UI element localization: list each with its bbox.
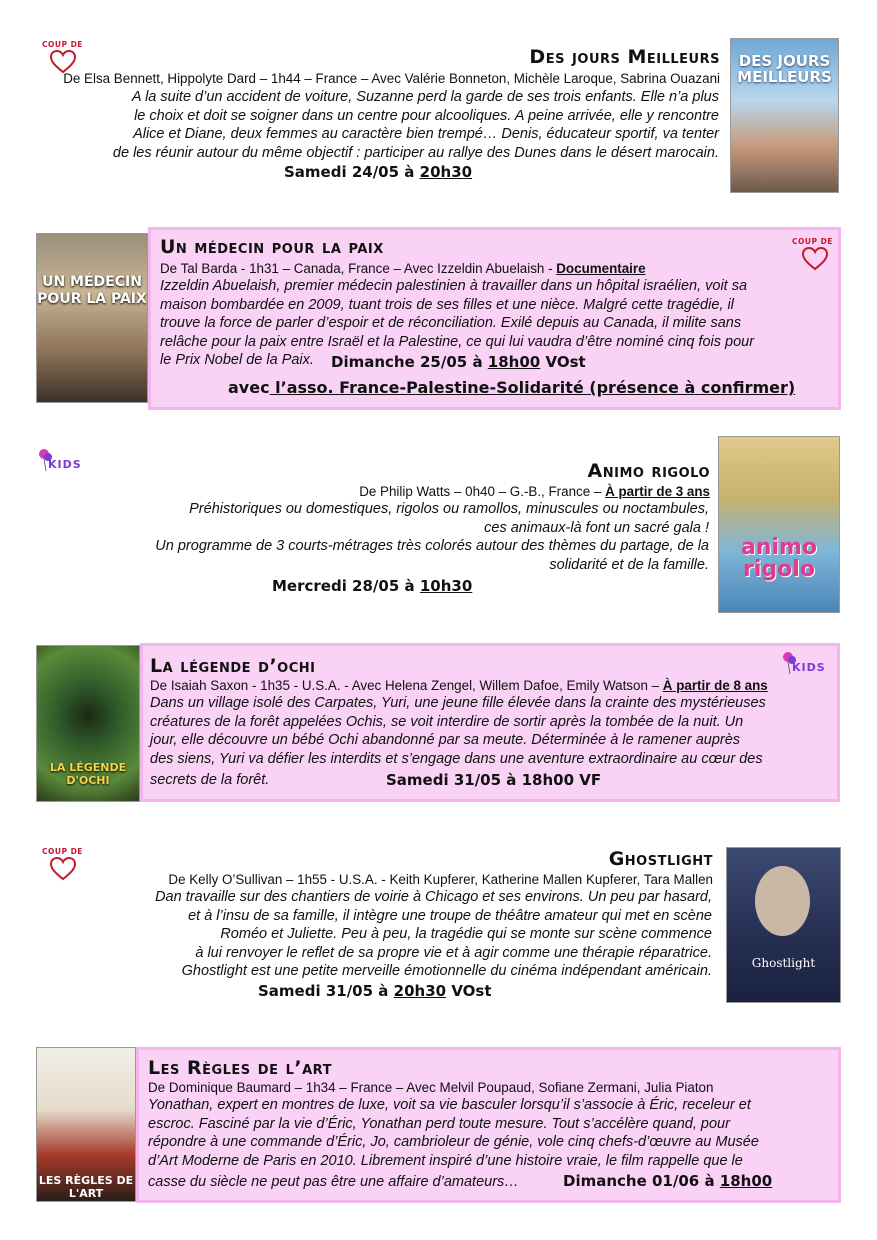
coup-de-coeur-badge: COUP DE — [40, 847, 80, 883]
showtime: Dimanche 01/06 à 18h00 — [563, 1172, 773, 1190]
film-credits: De Philip Watts – 0h40 – G.-B., France – À partir de 3 ans — [359, 484, 710, 499]
film-poster: animo rigolo — [718, 436, 840, 613]
showtime: Samedi 24/05 à 20h30 — [284, 163, 473, 181]
film-synopsis: A la suite d’un accident de voiture, Suzanne perd la garde de ses trois enfants. Elle n’a plus le choix et doit se soigner dans un centre pour alcooliques. A peine arrivée, elle y rencontre Alice et Diane, deux femmes au caractère bien trempé… Denis, éducateur sportif, va tenter de les réunir autour du même objectif : participer au rallye des Dunes dans le désert marocain. — [112, 89, 719, 161]
film-credits: De Isaiah Saxon - 1h35 - U.S.A. - Avec Helena Zengel, Willem Dafoe, Emily Watson – À partir de 8 ans — [150, 678, 768, 693]
film-credits: De Elsa Bennett, Hippolyte Dard – 1h44 – France – Avec Valérie Bonneton, Michèle Laroque, Sabrina Ouazani — [63, 71, 720, 86]
film-synopsis: Dans un village isolé des Carpates, Yuri, une jeune fille élevée dans la crainte des mystérieuses créatures de la forêt appelées Ochis, se voit interdire de sortir après la tombée de la nuit. Un jour, elle découvre un bébé Ochi abandonné par sa meute. Déterminée à le ramener auprès des siens, Yuri va défier les interdits et s’engage dans une aventure extraordinaire au cœur des secrets de la forêt. — [150, 695, 766, 789]
showtime: Mercredi 28/05 à 10h30 — [272, 577, 473, 595]
partner-note: avec l’asso. France-Palestine-Solidarité (présence à confirmer) — [228, 378, 796, 397]
kids-badge: KIDS — [38, 448, 88, 478]
film-title: Des jours Meilleurs — [529, 46, 720, 68]
film-title: La légende d’ochi — [150, 655, 316, 677]
film-poster: UN MÉDECIN POUR LA PAIX — [36, 233, 148, 403]
showtime: Samedi 31/05 à 20h30 VOst — [258, 982, 492, 1000]
film-title: Animo rigolo — [587, 460, 710, 482]
kids-badge: KIDS — [782, 651, 832, 681]
coup-de-coeur-badge: COUP DE — [40, 40, 80, 76]
film-credits: De Tal Barda - 1h31 – Canada, France – Avec Izzeldin Abuelaish - Documentaire — [160, 261, 646, 276]
heart-icon — [802, 247, 828, 271]
film-synopsis: Préhistoriques ou domestiques, rigolos ou ramollos, minuscules ou noctambules, ces animaux-là font un sacré gala ! Un programme de 3 courts-métrages très colorés autour des thèmes du partage, de la solidarité et de la famille. — [155, 501, 709, 573]
showtime: Dimanche 25/05 à 18h00 VOst — [331, 353, 586, 371]
film-poster: DES JOURS MEILLEURS — [730, 38, 839, 193]
film-poster: LES RÈGLES DE L'ART — [36, 1047, 136, 1202]
film-title: Les Règles de l’art — [148, 1057, 332, 1079]
showtime: Samedi 31/05 à 18h00 VF — [386, 771, 602, 789]
film-title: Ghostlight — [608, 848, 713, 870]
film-poster: LA LÉGENDE D'OCHI — [36, 645, 140, 802]
film-synopsis: Dan travaille sur des chantiers de voirie à Chicago et ses environs. Un peu par hasard, et à l’insu de sa famille, il intègre une troupe de théâtre amateur qui met en scène Roméo et Juliette. Peu à peu, la tragédie qui se monte sur scène commence à lui renvoyer le reflet de sa propre vie et à agir comme une thérapie réparatrice. Ghostlight est une petite merveille émotionnelle du cinéma indépendant américain. — [155, 889, 712, 980]
film-credits: De Dominique Baumard – 1h34 – France – Avec Melvil Poupaud, Sofiane Zermani, Julia Piaton — [148, 1080, 714, 1095]
film-poster: Ghostlight — [726, 847, 841, 1003]
heart-icon — [50, 857, 76, 881]
coup-de-coeur-badge: COUP DE — [790, 237, 830, 273]
film-title: Un médecin pour la paix — [160, 236, 384, 258]
film-synopsis: Yonathan, expert en montres de luxe, voit sa vie basculer lorsqu’il s’associe à Éric, receleur et escroc. Fasciné par la vie d’Éric, Yonathan perd toute mesure. Tout s’accélère quand, pour répondre à une commande d’Éric, Jo, cambrioleur de génie, vole cinq chefs-d’œuvre au Musée d’Art Moderne de Paris en 2010. Librement inspiré d’une histoire vraie, le film rappelle que le casse du siècle ne peut pas être une affaire d’amateurs… — [148, 1097, 759, 1191]
film-synopsis: Izzeldin Abuelaish, premier médecin palestinien à travailler dans un hôpital israélien, voit sa maison bombardée en 2009, tuant trois de ses filles et une nièce. Malgré cette tragédie, il trouve la force de parler d’espoir et de réconciliation. Exilé depuis au Canada, il milite sans relâche pour la paix entre Israël et la Palestine, ce qui lui vaudra d’être nominé cinq fois pour le Prix Nobel de la Paix. — [160, 278, 755, 369]
film-credits: De Kelly O’Sullivan – 1h55 - U.S.A. - Keith Kupferer, Katherine Mallen Kupferer, Tara Mallen — [168, 872, 713, 887]
